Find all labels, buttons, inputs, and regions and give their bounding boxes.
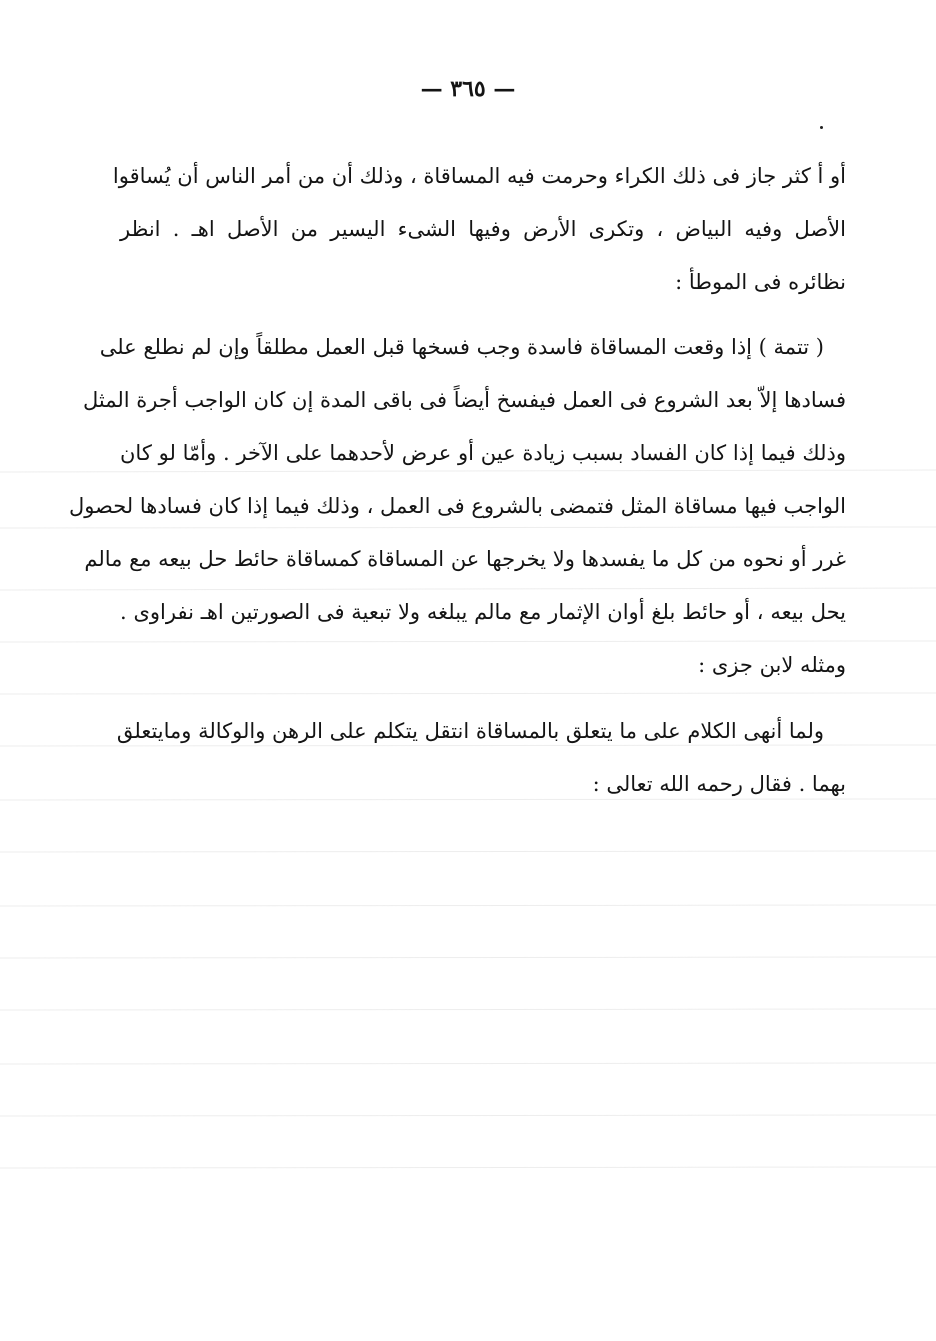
paragraph-line: وذلك فيما إذا كان الفساد بسبب زيادة عين أو عرض لأحدهما على الآخر . وأمّا لو كان [120,441,846,465]
paragraph-2 [68,321,846,692]
paragraph-line: الأصل وفيه البياض ، وتكرى الأرض وفيها الشىء اليسير من الأصل اهـ . انظر [120,217,846,241]
paragraph-line: الواجب فيها مساقاة المثل فتمضى بالشروع فى العمل ، وذلك فيما إذا كان فسادها لحصول [68,494,846,518]
paragraph-line: يحل بيعه ، أو حائط بلغ أوان الإثمار مع مالم يبلغه ولا تبعية فى الصورتين اهـ نفراوى . [120,600,846,624]
paragraph-line: أو أ كثر جاز فى ذلك الكراء وحرمت فيه المساقاة ، وذلك أن من أمر الناس أن يُساقوا [112,164,846,188]
scan-speck [820,126,823,129]
paragraph-3 [116,705,846,811]
page-number: — ٣٦٥ — [420,76,516,102]
paragraph-line: ولما أنهى الكلام على ما يتعلق بالمساقاة انتقل يتكلم على الرهن والوكالة ومايتعلق [116,719,824,743]
paragraph-line: ( تتمة ) إذا وقعت المساقاة فاسدة وجب فسخها قبل العمل مطلقاً وإن لم نطلع على [99,335,824,359]
paragraph-1 [112,150,846,309]
paragraph-line: نظائره فى الموطأ : [675,270,846,294]
paragraph-line: ومثله لابن جزى : [698,653,846,677]
paragraph-line: بهما . فقال رحمه الله تعالى : [592,772,846,796]
paragraph-line: فسادها إلاّ بعد الشروع فى العمل فيفسخ أيضاً فى باقى المدة إن كان الواجب أجرة المثل [82,388,846,412]
paragraph-line: غرر أو نحوه من كل ما يفسدها ولا يخرجها عن المساقاة كمساقاة حائط حل بيعه مع مالم [84,547,846,571]
